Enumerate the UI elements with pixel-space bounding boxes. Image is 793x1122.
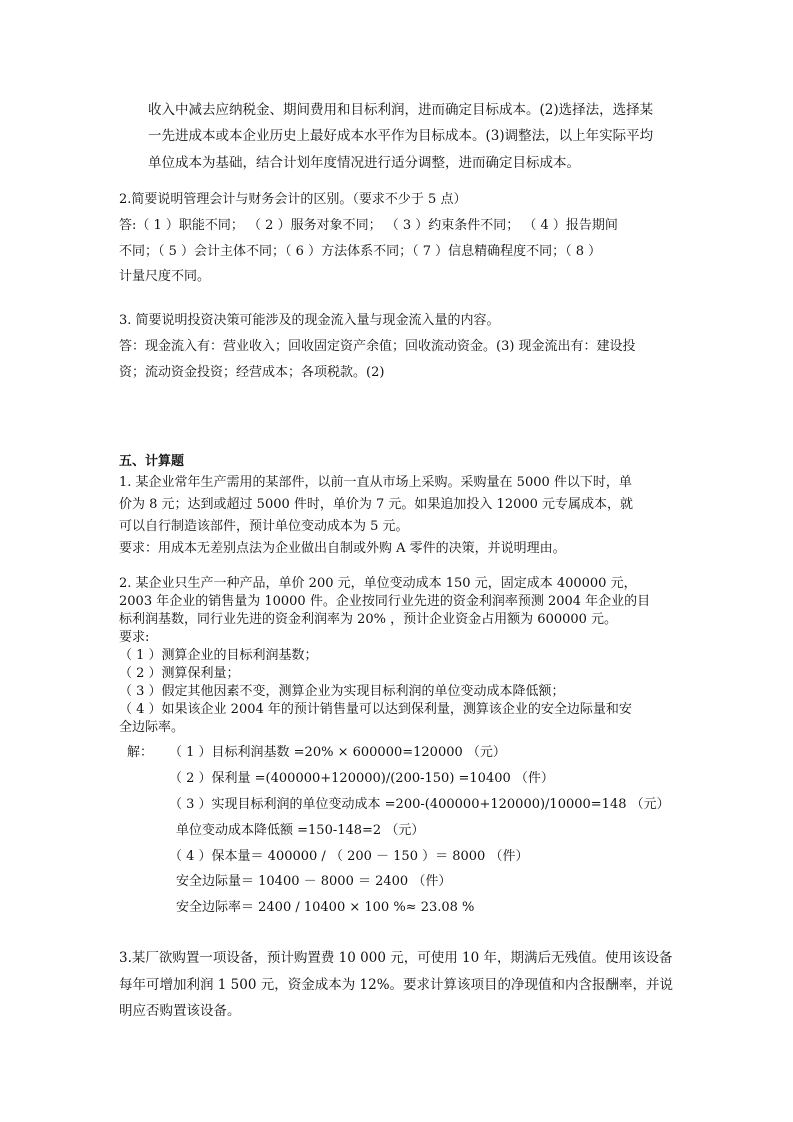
intro-line-2: 一先进成本或本企业历史上最好成本水平作为目标成本。(3)调整法，以上年实际平均 — [148, 128, 654, 144]
c3-line-3: 明应否购置该设备。 — [119, 1003, 241, 1019]
c1-line-4: 要求：用成本无差别点法为企业做出自制或外购 A 零件的决策，并说明理由。 — [119, 541, 566, 556]
q2-answer-line-2: 不同；（ 5 ）会计主体不同；（ 6 ）方法体系不同；（ 7 ）信息精确程度不同；（ 8 ） — [119, 244, 602, 259]
solution-line-7: 安全边际率＝ 2400 / 10400 × 100 %≈ 23.08 % — [176, 900, 475, 915]
solution-line-3: （ 3 ）实现目标利润的单位变动成本 =200-(400000+120000)/10000=148 （元） — [169, 797, 670, 812]
solution-line-5: （ 4 ）保本量＝ 400000 / （ 200 － 150 ）＝ 8000 （件） — [169, 849, 529, 864]
solution-line-2: （ 2 ）保利量 =(400000+120000)/(200-150) =10400 （件） — [169, 771, 554, 786]
c2-line-7: （ 3 ）假定其他因素不变，测算企业为实现目标利润的单位变动成本降低额； — [119, 684, 565, 699]
solution-label: 解： — [127, 745, 154, 760]
intro-line-3: 单位成本为基础，结合计划年度情况进行适分调整，进而确定目标成本。 — [148, 155, 580, 171]
q2-answer-line-3: 计量尺度不同。 — [119, 269, 211, 284]
q3-answer-line-1: 答：现金流入有：营业收入；回收固定资产余值；回收流动资金。(3) 现金流出有：建设投 — [119, 339, 636, 354]
q2-title: 2.简要说明管理会计与财务会计的区别。（要求不少于 5 点） — [119, 192, 467, 207]
c1-line-1: 1. 某企业常年生产需用的某部件，以前一直从市场上采购。采购量在 5000 件以下时，单 — [119, 475, 632, 490]
solution-line-6: 安全边际量＝ 10400 － 8000 ＝ 2400 （件） — [176, 874, 452, 889]
solution-line-1: （ 1 ）目标利润基数 =20% × 600000=120000 （元） — [169, 745, 506, 760]
c3-line-1: 3.某厂欲购置一项设备，预计购置费 10 000 元，可使用 10 年，期满后无残值。使用该设备 — [119, 950, 673, 966]
section-heading: 五、计算题 — [119, 454, 185, 469]
q3-answer-line-2: 资；流动资金投资；经营成本；各项税款。(2) — [119, 365, 385, 380]
intro-line-1: 收入中减去应纳税金、期间费用和目标利润，进而确定目标成本。(2)选择法，选择某 — [148, 102, 654, 118]
c3-line-2: 每年可增加利润 1 500 元，资金成本为 12%。要求计算该项目的净现值和内含报酬率，并说 — [119, 977, 674, 993]
c2-line-1: 2. 某企业只生产一种产品，单价 200 元，单位变动成本 150 元，固定成本 400000 元， — [119, 576, 637, 591]
c1-line-3: 可以自行制造该部件，预计单位变动成本为 5 元。 — [119, 519, 409, 534]
c2-line-3: 标利润基数，同行业先进的资金利润率为 20% ，预计企业资金占用额为 600000 元。 — [119, 612, 618, 627]
c2-line-5: （ 1 ）测算企业的目标利润基数； — [119, 648, 318, 663]
c2-line-8: （ 4 ）如果该企业 2004 年的预计销售量可以达到保利量，测算该企业的安全边际量和安 — [119, 702, 632, 717]
solution-line-4: 单位变动成本降低额 =150-148=2 （元） — [176, 823, 425, 838]
q3-title: 3. 简要说明投资决策可能涉及的现金流入量与现金流入量的内容。 — [119, 313, 500, 328]
c1-line-2: 价为 8 元；达到或超过 5000 件时，单价为 7 元。如果追加投入 12000 元专属成本，就 — [119, 497, 634, 512]
c2-line-2: 2003 年企业的销售量为 10000 件。企业按同行业先进的资金利润率预测 2004 年企业的目 — [119, 594, 651, 609]
c2-line-4: 要求: — [119, 630, 150, 645]
c2-line-6: （ 2 ）测算保利量； — [119, 666, 240, 681]
q2-answer-line-1: 答:（ 1 ）职能不同； （ 2 ）服务对象不同； （ 3 ）约束条件不同； （ 4 ）报告期间 — [119, 218, 618, 233]
c2-line-9: 全边际率。 — [119, 720, 185, 735]
